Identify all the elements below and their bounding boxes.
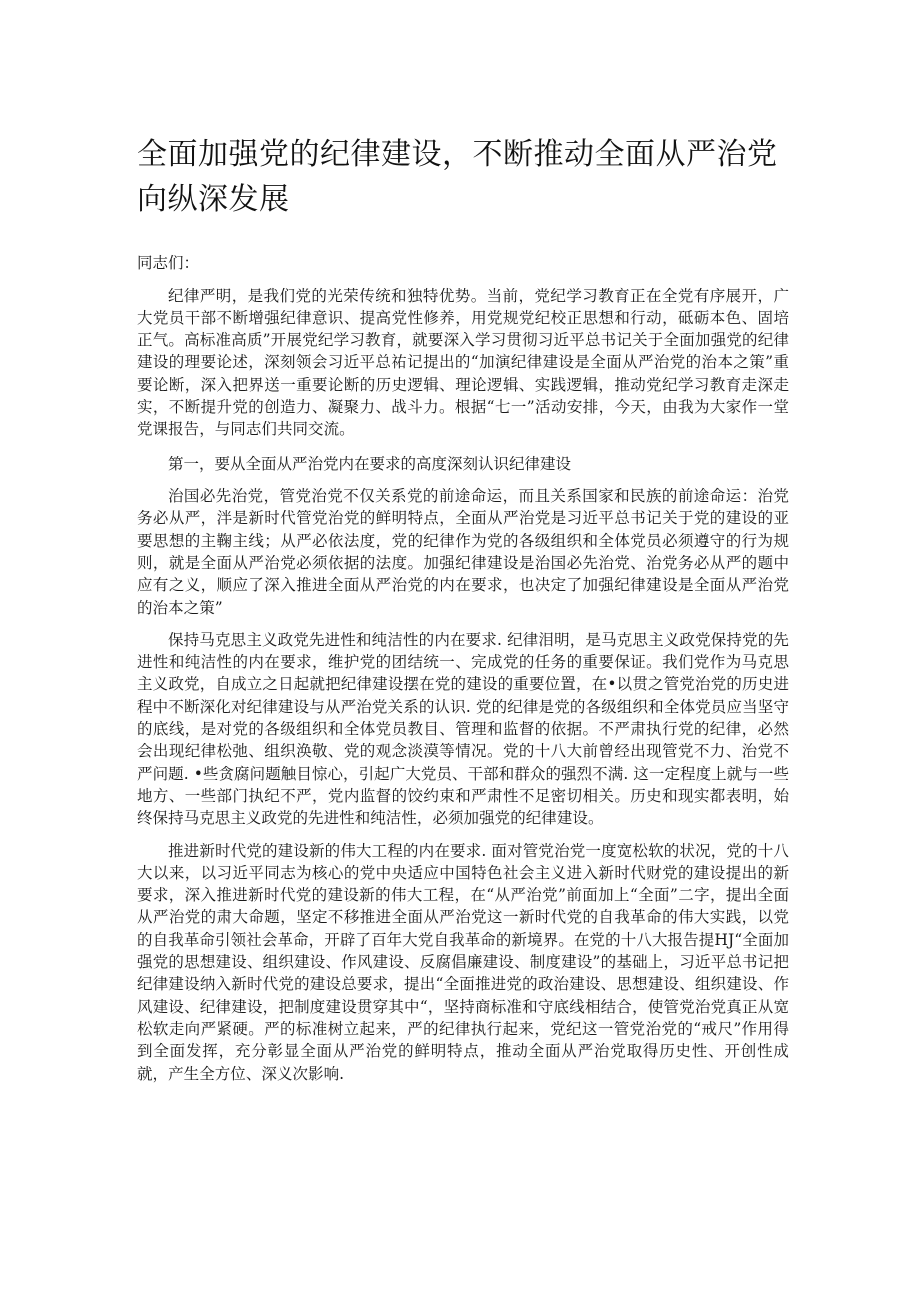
intro-paragraph: 纪律严明，是我们党的光荣传统和独特优势。当前，党纪学习教育正在全党有序展开，广大党员干部不断增强纪律意识、提高党性修养，用党规党纪校正思想和行动，砥砺本色、固培正气。高标准高质”开展党纪学习教育，就要深入学习贯彻习近平总书记关于全面加强党的纪律建设的理要论述，深刻领会习近平总祐记提出的“加演纪律建设是全面从严治党的治本之策”重要论断，深入把界送一重要论断的历史逻辑、理论逻辑、实践逻辑，推动党纪学习教育走深走实，不断提升党的创造力、凝聚力、战斗力。根据“七一”活动安排，今天，由我为大家作一堂党课报告，与同志们共同交流。 [137,286,789,439]
document-title: 全面加强党的纪律建设，不断推动全面从严治党向纵深发展 [137,137,778,217]
section-paragraph-2: 保持马克思主义政党先进性和纯洁性的内在要求. 纪律泪明，是马克思主义政党保持党的先进性和纯洁性的内在要求，维护党的团结统一、完成党的任务的重要保证。我们党作为马克思主义政党，自成立之日起就把纪律建设摆在党的建设的重要位置，在•以贯之管党治党的历史进程中不断深化对纪律建设与从严治党关系的认识. 党的纪律是党的各级组织和全体党员应当坚守的底线，是对党的各级组织和全体党员教目、管理和监督的依据。不严肃执行党的纪律，必然会出现纪律松弛、组织涣敬、党的观念淡漠等情况。党的十八大前曾经出现管党不力、治党不严问题. •些贪腐问题触目惊心，引起广大党员、干部和群众的强烈不满. 这一定程度上就与一些地方、一些部门执纪不严，党内监督的饺约束和严肃性不足密切相关。历史和现实都表明，始终保持马克思主义政党的先进性和纯洁性，必须加强党的纪律建设。 [137,630,789,828]
salutation: 同志们： [137,254,200,272]
section-heading: 第一，要从全面从严治党内在要求的高度深刻认识纪律建设 [168,454,572,473]
document-page [137,132,789,1085]
section-paragraph-3: 推进新时代党的建设新的伟大工程的内在要求. 面对管党治党一度宽松软的状况，党的十八大以来，以习近平同志为核心的党中央适应中国特色社会主义进入新时代财党的建设提出的新要求，深入推进新时代党的建设新的伟大工程，在“从严治党”前面加上“全面”二字，提出全面从严治党的肃大命题，坚定不移推进全面从严治党这一新时代党的自我革命的伟大实践，以党的自我革命引领社会革命，开辟了百年大党自我革命的新境界。在党的十八大报告提HJ“全面加强党的思想建设、组织建设、作风建设、反腐倡廉建设、制度建设”的基础上，习近平总书记把纪律建设纳入新时代党的建设总要求，提出“全面推进党的政治建设、思想建设、组织建设、作风建设、纪律建设，把制度建设贯穿其中“，坚持商标准和守底线相结合，使管党治党真正从宽松软走向严紧硬。严的标准树立起来，严的纪律执行起来，党纪这一管党治党的“戒尺”作用得到全面发挥，充分彰显全面从严治党的鲜明特点，推动全面从严治党取得历史性、开创性成就，产生全方位、深义次影响. [137,841,789,1083]
section-paragraph-1: 治国必先治党，管党治党不仅关系党的前途命运，而且关系国家和民族的前途命运：治党务必从严，泮是新时代管党治党的鲜明特点，全面从严治党是习近平总书记关于党的建设的亚要思想的主鞠主线；从严必依法度，党的纪律作为党的各级组织和全体党员必须遵守的行为规则，就是全面从严治党必须依据的法度。加强纪律建设是治国必先治党、治党务必从严的题中应有之义，顺应了深入推进全面从严治党的内在要求，也决定了加强纪律建设是全面从严治党的治本之策” [137,487,789,617]
